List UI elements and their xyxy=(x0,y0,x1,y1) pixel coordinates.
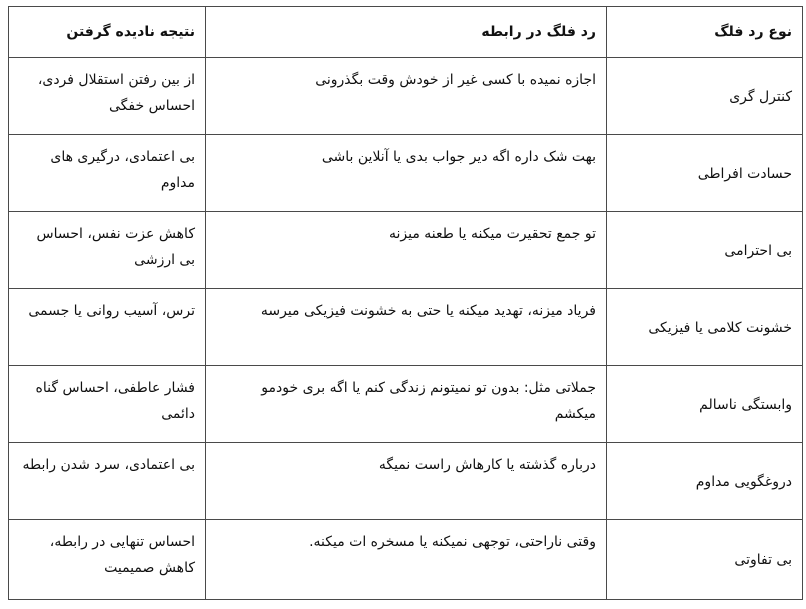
cell-description: تو جمع تحقیرت میکنه یا طعنه میزنه xyxy=(206,212,607,289)
cell-description: جملاتی مثل: بدون تو نمیتونم زندگی کنم یا اگه بری خودمو میکشم xyxy=(206,366,607,443)
cell-description: درباره گذشته یا کارهاش راست نمیگه xyxy=(206,443,607,520)
cell-consequence: احساس تنهایی در رابطه، کاهش صمیمیت xyxy=(9,520,206,600)
cell-type: کنترل گری xyxy=(607,58,803,135)
cell-consequence: کاهش عزت نفس، احساس بی ارزشی xyxy=(9,212,206,289)
table-row xyxy=(9,443,803,520)
cell-consequence: ترس، آسیب روانی یا جسمی xyxy=(9,289,206,366)
cell-type: حسادت افراطی xyxy=(607,135,803,212)
cell-consequence: از بین رفتن استقلال فردی، احساس خفگی xyxy=(9,58,206,135)
header-type: نوع رد فلگ xyxy=(607,7,803,58)
red-flags-table xyxy=(8,6,803,600)
table-row xyxy=(9,289,803,366)
table-row xyxy=(9,58,803,135)
table-row xyxy=(9,212,803,289)
table-row xyxy=(9,135,803,212)
table-row xyxy=(9,520,803,600)
cell-description: بهت شک داره اگه دیر جواب بدی یا آنلاین باشی xyxy=(206,135,607,212)
cell-description: اجازه نمیده با کسی غیر از خودش وقت بگذرونی xyxy=(206,58,607,135)
table-row xyxy=(9,366,803,443)
cell-type: دروغگویی مداوم xyxy=(607,443,803,520)
cell-consequence: فشار عاطفی، احساس گناه دائمی xyxy=(9,366,206,443)
red-flags-table-container xyxy=(8,6,802,600)
header-consequence: نتیجه نادیده گرفتن xyxy=(9,7,206,58)
cell-description: فریاد میزنه، تهدید میکنه یا حتی به خشونت فیزیکی میرسه xyxy=(206,289,607,366)
cell-consequence: بی اعتمادی، درگیری های مداوم xyxy=(9,135,206,212)
header-description: رد فلگ در رابطه xyxy=(206,7,607,58)
cell-type: خشونت کلامی یا فیزیکی xyxy=(607,289,803,366)
cell-type: بی احترامی xyxy=(607,212,803,289)
cell-type: وابستگی ناسالم xyxy=(607,366,803,443)
table-header-row xyxy=(9,7,803,58)
cell-description: وقتی ناراحتی، توجهی نمیکنه یا مسخره ات میکنه. xyxy=(206,520,607,600)
cell-type: بی تفاوتی xyxy=(607,520,803,600)
cell-consequence: بی اعتمادی، سرد شدن رابطه xyxy=(9,443,206,520)
